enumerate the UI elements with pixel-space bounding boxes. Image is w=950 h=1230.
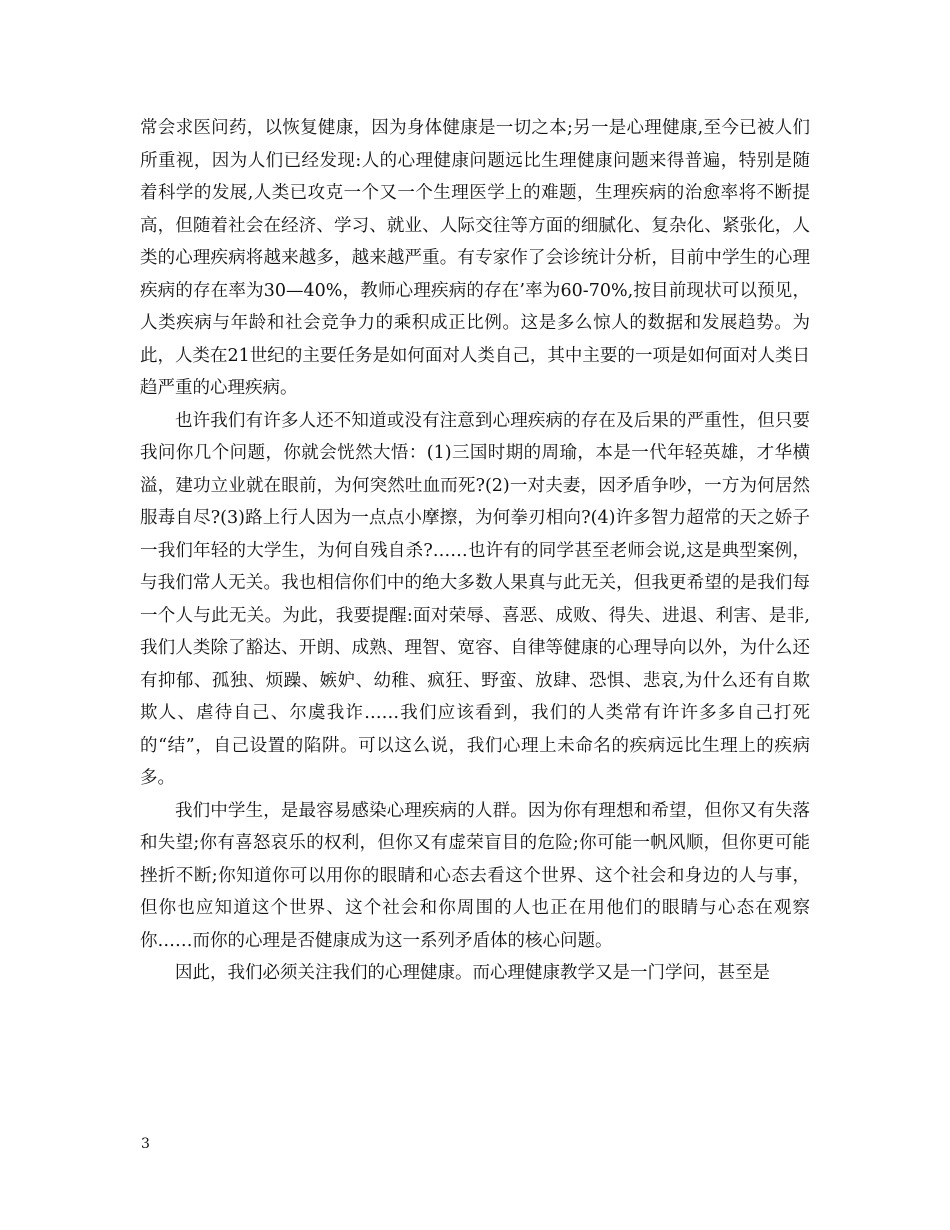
paragraph-4: 因此，我们必须关注我们的心理健康。而心理健康教学又是一门学问，甚至是 bbox=[175, 963, 770, 983]
document-body bbox=[140, 112, 810, 990]
paragraph-1: 常会求医问药，以恢复健康，因为身体健康是一切之本;另一是心理健康,至今已被人们所重视，因为人们已经发现:人的心理健康问题远比生理健康问题来得普遍，特别是随着科学的发展,人类已攻克一个又一个生理医学上的难题，生理疾病的治愈率将不断提高，但随着社会在经济、学习、就业、人际交往等方面的细腻化、复杂化、紧张化，人类的心理疾病将越来越多，越来越严重。有专家作了会诊统计分析，目前中学生的心理疾病的存在率为30—40%，教师心理疾病的存在’率为60-70%,按目前现状可以预见，人类疾病与年龄和社会竞争力的乘积成正比例。这是多么惊人的数据和发展趋势。为此，人类在21世纪的主要任务是如何面对人类自己，其中主要的一项是如何面对人类日趋严重的心理疾病。 bbox=[140, 118, 810, 398]
paragraph-2: 也许我们有许多人还不知道或没有注意到心理疾病的存在及后果的严重性，但只要我问你几个问题，你就会恍然大悟：(1)三国时期的周瑜，本是一代年轻英雄，才华横溢，建功立业就在眼前，为何突然吐血而死?(2)一对夫妻，因矛盾争吵，一方为何居然服毒自尽?(3)路上行人因为一点点小摩擦，为何拳刃相向?(4)许多智力超常的天之娇子一我们年轻的大学生，为何自残自杀?……也许有的同学甚至老师会说,这是典型案例，与我们常人无关。我也相信你们中的绝大多数人果真与此无关，但我更希望的是我们每一个人与此无关。为此，我要提醒:面对荣辱、喜恶、成败、得失、进退、利害、是非,我们人类除了豁达、开朗、成熟、理智、宽容、自律等健康的心理导向以外，为什么还有抑郁、孤独、烦躁、嫉妒、幼稚、疯狂、野蛮、放肆、恐惧、悲哀,为什么还有自欺欺人、虐待自己、尔虞我诈……我们应该看到，我们的人类常有许许多多自己打死的“结”，自己设置的陷阱。可以这么说，我们心理上未命名的疾病远比生理上的疾病多。 bbox=[140, 410, 810, 788]
paragraph-3: 我们中学生，是最容易感染心理疾病的人群。因为你有理想和希望，但你又有失落和失望;你有喜怒哀乐的权利，但你又有虚荣盲目的危险;你可能一帆风顺，但你更可能挫折不断;你知道你可以用你的眼睛和心态去看这个世界、这个社会和身边的人与事，但你也应知道这个世界、这个社会和你周围的人也正在用他们的眼睛与心态在观察你……而你的心理是否健康成为这一系列矛盾体的核心问题。 bbox=[140, 800, 810, 951]
page-number: 3 bbox=[141, 1136, 150, 1152]
